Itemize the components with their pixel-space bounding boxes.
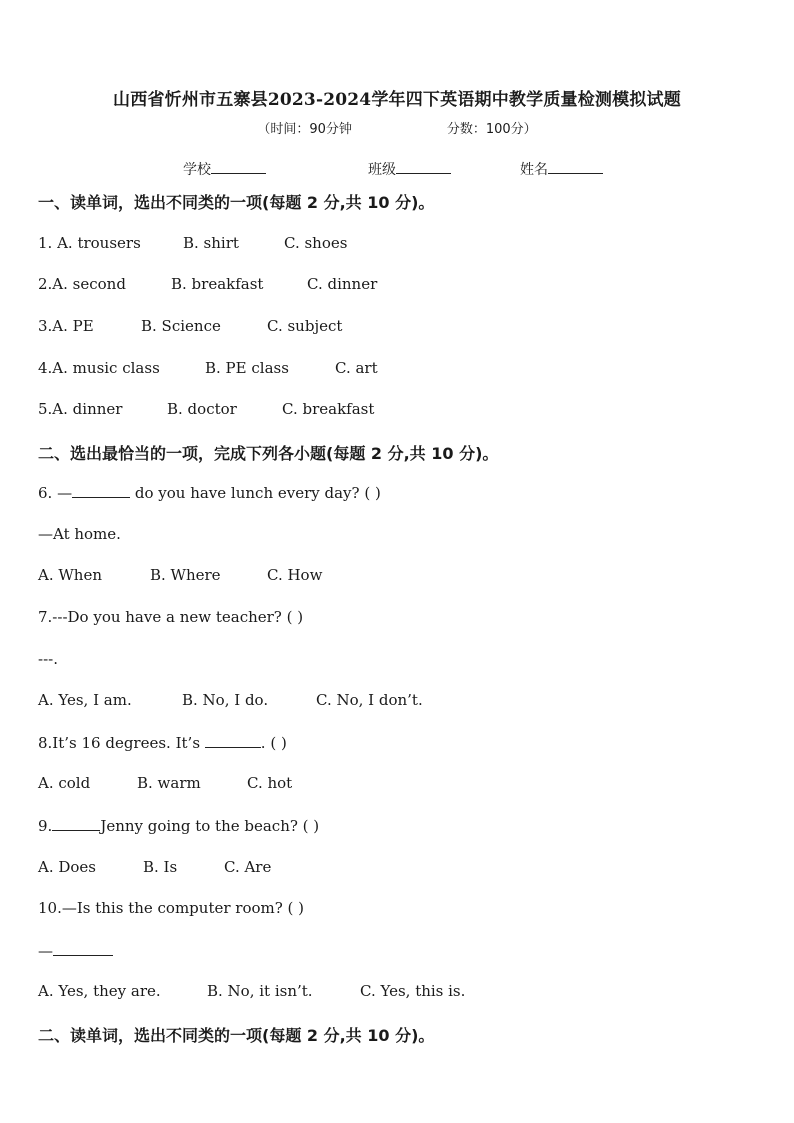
q9-option-c: C. Are bbox=[224, 858, 272, 876]
q8-option-b: B. warm bbox=[137, 774, 201, 792]
q8-option-a: A. cold bbox=[38, 774, 91, 792]
exam-score: 分数：100分） bbox=[446, 122, 537, 137]
q1-option-c: C. shoes bbox=[284, 234, 348, 252]
q7-stem: 7.---Do you have a new teacher? ( ) bbox=[38, 608, 304, 626]
school-label: 学校 bbox=[183, 162, 211, 178]
section2-heading: 二、选出最恰当的一项，完成下列各小题(每题 2 分,共 10 分)。 bbox=[38, 444, 499, 463]
section3-heading: 二、读单词，选出不同类的一项(每题 2 分,共 10 分)。 bbox=[38, 1026, 435, 1045]
q10-blank[interactable] bbox=[53, 941, 113, 956]
q4-option-a: 4.A. music class bbox=[38, 359, 160, 377]
q8-stem: 8.It’s 16 degrees. It’s . ( ) bbox=[38, 734, 287, 752]
q10-dialogue-answer: — bbox=[38, 941, 113, 960]
q4-option-b: B. PE class bbox=[205, 359, 289, 377]
q7-option-b: B. No, I do. bbox=[182, 691, 269, 709]
class-label: 班级 bbox=[368, 162, 396, 178]
q9-stem: 9. Jenny going to the beach? ( ) bbox=[38, 817, 320, 835]
q9-blank[interactable] bbox=[52, 816, 100, 831]
section1-heading: 一、读单词，选出不同类的一项(每题 2 分,共 10 分)。 bbox=[38, 193, 435, 212]
q10-option-c: C. Yes, this is. bbox=[360, 982, 466, 1000]
class-field[interactable] bbox=[368, 159, 451, 179]
q1-option-b: B. shirt bbox=[183, 234, 239, 252]
q6-stem: 6. — do you have lunch every day? ( ) bbox=[38, 484, 381, 502]
q1-option-a: 1. A. trousers bbox=[38, 234, 141, 252]
q6-dialogue-answer: —At home. bbox=[38, 525, 121, 543]
exam-meta bbox=[0, 118, 794, 137]
q9-option-a: A. Does bbox=[38, 858, 97, 876]
exam-time: （时间：90分钟 bbox=[257, 122, 352, 137]
q2-option-b: B. breakfast bbox=[171, 275, 264, 293]
q7-dialogue-answer: ---. bbox=[38, 650, 58, 668]
q10-stem: 10.—Is this the computer room? ( ) bbox=[38, 899, 305, 917]
name-label: 姓名 bbox=[520, 162, 548, 178]
q5-option-c: C. breakfast bbox=[282, 400, 375, 418]
q6-option-b: B. Where bbox=[150, 566, 221, 584]
q7-option-a: A. Yes, I am. bbox=[38, 691, 132, 709]
exam-title: 山西省忻州市五寨县2023-2024学年四下英语期中教学质量检测模拟试题 bbox=[113, 90, 681, 110]
q7-option-c: C. No, I don’t. bbox=[316, 691, 423, 709]
q4-option-c: C. art bbox=[335, 359, 378, 377]
q3-option-c: C. subject bbox=[267, 317, 343, 335]
name-blank[interactable] bbox=[548, 159, 603, 174]
q2-option-c: C. dinner bbox=[307, 275, 378, 293]
q6-blank[interactable] bbox=[72, 483, 130, 498]
class-blank[interactable] bbox=[396, 159, 451, 174]
q8-blank[interactable] bbox=[205, 733, 261, 748]
q10-option-b: B. No, it isn’t. bbox=[207, 982, 313, 1000]
q10-option-a: A. Yes, they are. bbox=[38, 982, 161, 1000]
q9-option-b: B. Is bbox=[143, 858, 178, 876]
q5-option-b: B. doctor bbox=[167, 400, 237, 418]
q2-option-a: 2.A. second bbox=[38, 275, 126, 293]
q3-option-b: B. Science bbox=[141, 317, 221, 335]
q5-option-a: 5.A. dinner bbox=[38, 400, 123, 418]
q8-option-c: C. hot bbox=[247, 774, 293, 792]
q6-option-c: C. How bbox=[267, 566, 323, 584]
q6-option-a: A. When bbox=[38, 566, 102, 584]
name-field[interactable] bbox=[520, 159, 603, 179]
q3-option-a: 3.A. PE bbox=[38, 317, 94, 335]
school-blank[interactable] bbox=[211, 159, 266, 174]
school-field[interactable] bbox=[183, 159, 266, 179]
